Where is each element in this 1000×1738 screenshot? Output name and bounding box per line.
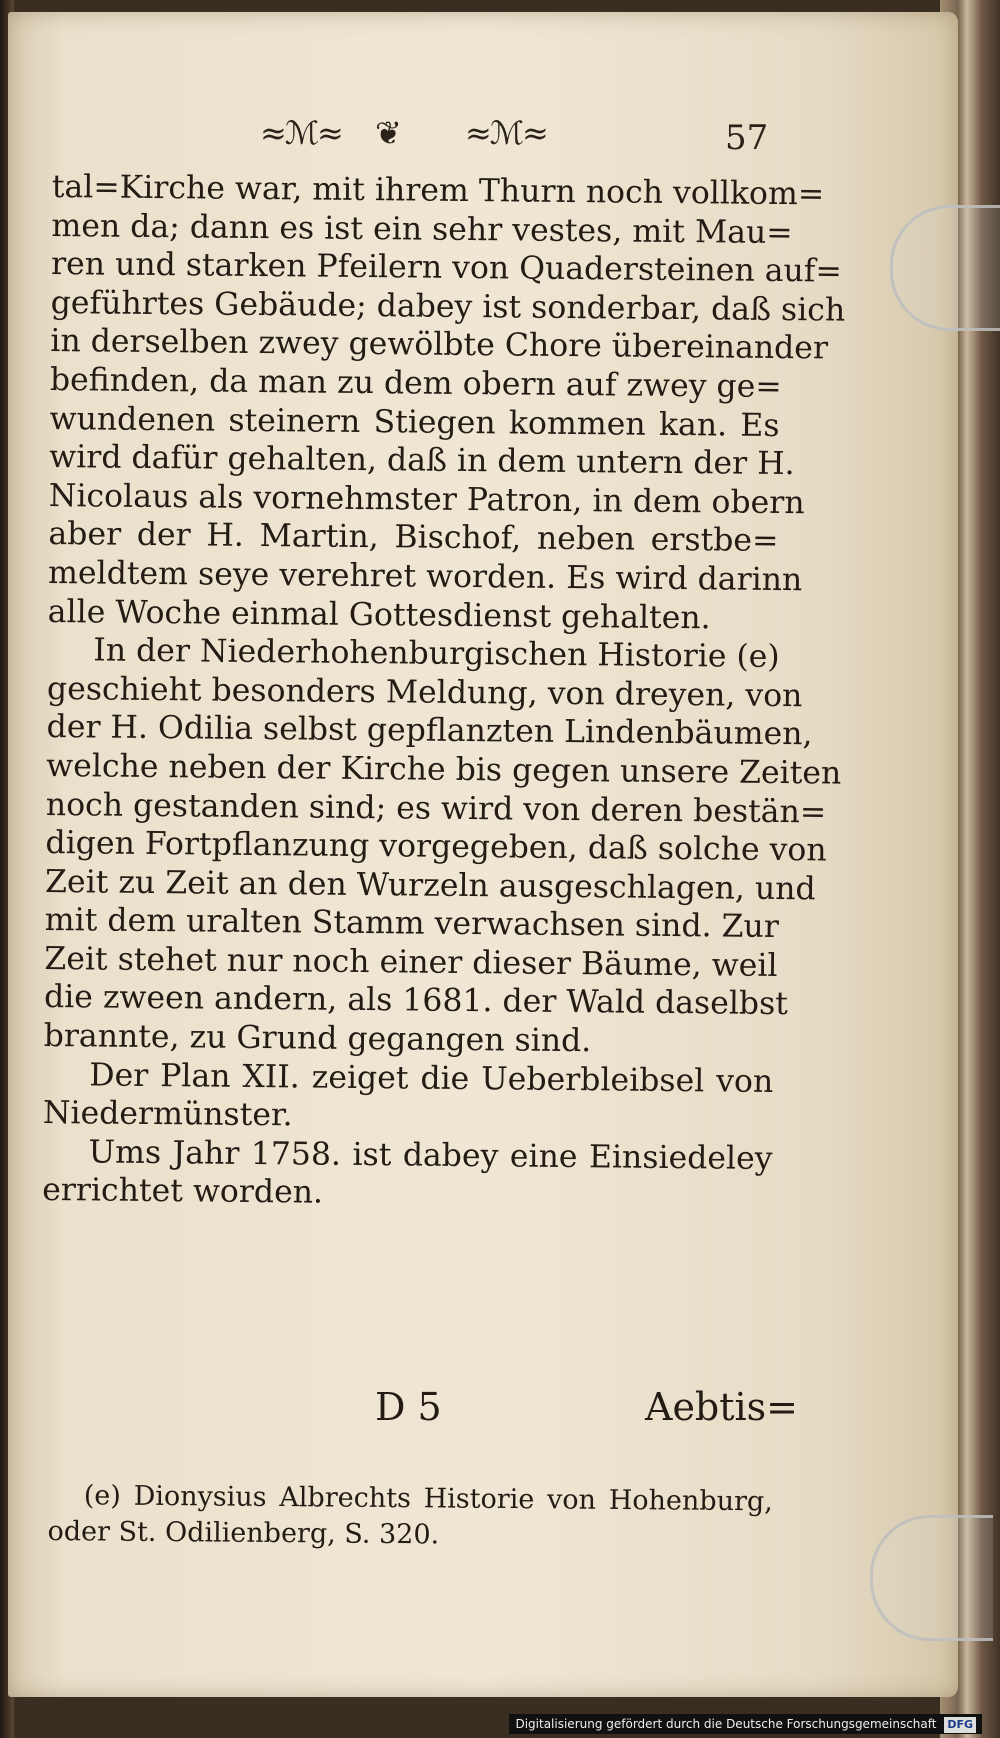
text-line: Ums Jahr 1758. ist dabey eine Einsiedeley <box>88 1134 773 1177</box>
text-line: Der Plan XII. zeiget die Ueberbleibsel von <box>89 1057 774 1100</box>
catchword: Aebtis= <box>645 1385 799 1429</box>
text-line: meldtem seye verehret worden. Es wird darinn <box>47 554 803 599</box>
page-clip-bottom <box>870 1515 993 1641</box>
text-line: die zween andern, als 1681. der Wald daselbst <box>43 979 789 1023</box>
text-line: geschieht besonders Meldung, von dreyen, von <box>46 670 803 714</box>
ornament-right-icon: ≈ℳ≈ <box>465 114 547 152</box>
digitization-banner <box>509 1714 982 1734</box>
dfg-logo-icon: DFG <box>944 1717 976 1733</box>
text-line: men da; dann es ist ein sehr vestes, mit Mau= <box>51 207 793 251</box>
text-line: tal=Kirche war, mit ihrem Thurn noch vollkom= <box>51 168 825 213</box>
signature-mark: D 5 <box>375 1385 442 1429</box>
text-line: wird dafür gehalten, daß in dem untern der H. <box>49 439 795 483</box>
text-line: aber der H. Martin, Bischof, neben erstbe= <box>48 516 779 560</box>
footnote <box>47 1478 773 1556</box>
text-line: Zeit zu Zeit an den Wurzeln ausgeschlagen, und <box>44 863 816 908</box>
text-line: in derselben zwey gewölbte Chore übereinander <box>50 323 829 367</box>
text-line: In der Niederhohenburgischen Historie (e) <box>93 632 780 676</box>
text-line: brannte, zu Grund gegangen sind. <box>43 1018 592 1060</box>
text-line: digen Fortpflanzung vorgegeben, daß solche von <box>45 825 827 869</box>
text-line: befinden, da man zu dem obern auf zwey ge= <box>49 361 782 405</box>
text-line: welche neben der Kirche bis gegen unsere Zeiten <box>46 747 842 792</box>
body-text <box>42 168 846 1217</box>
page-header-ornament <box>260 108 780 158</box>
banner-text: Digitalisierung gefördert durch die Deutsche Forschungsgemeinschaft <box>515 1717 937 1731</box>
text-line: Niedermünster. <box>42 1095 293 1134</box>
text-line: Zeit stehet nur noch einer dieser Bäume, weil <box>44 940 778 984</box>
text-line: ren und starken Pfeilern von Quadersteinen auf= <box>50 246 843 290</box>
ornament-left-icon: ≈ℳ≈ <box>260 114 342 152</box>
text-line: noch gestanden sind; es wird von deren bestän= <box>45 786 827 830</box>
text-line: errichtet worden. <box>42 1172 324 1212</box>
text-line: Nicolaus als vornehmster Patron, in dem obern <box>48 477 805 521</box>
page-clip-top <box>890 205 1000 331</box>
text-line: der H. Odilia selbst gepflanzten Lindenbäumen, <box>46 709 813 753</box>
text-line: alle Woche einmal Gottesdienst gehalten. <box>47 593 711 636</box>
text-line: mit dem uralten Stamm verwachsen sind. Zur <box>44 902 780 946</box>
text-line: wundenen steinern Stiegen kommen kan. Es <box>49 400 780 444</box>
footnote-line: oder St. Odilienberg, S. 320. <box>47 1515 440 1551</box>
text-line: geführtes Gebäude; dabey ist sonderbar, daß sich <box>50 284 846 329</box>
footnote-line: (e) Dionysius Albrechts Historie von Hohenburg, <box>83 1480 773 1518</box>
page-number: 57 <box>725 118 769 158</box>
ornament-center-icon: ❦ <box>375 114 400 152</box>
